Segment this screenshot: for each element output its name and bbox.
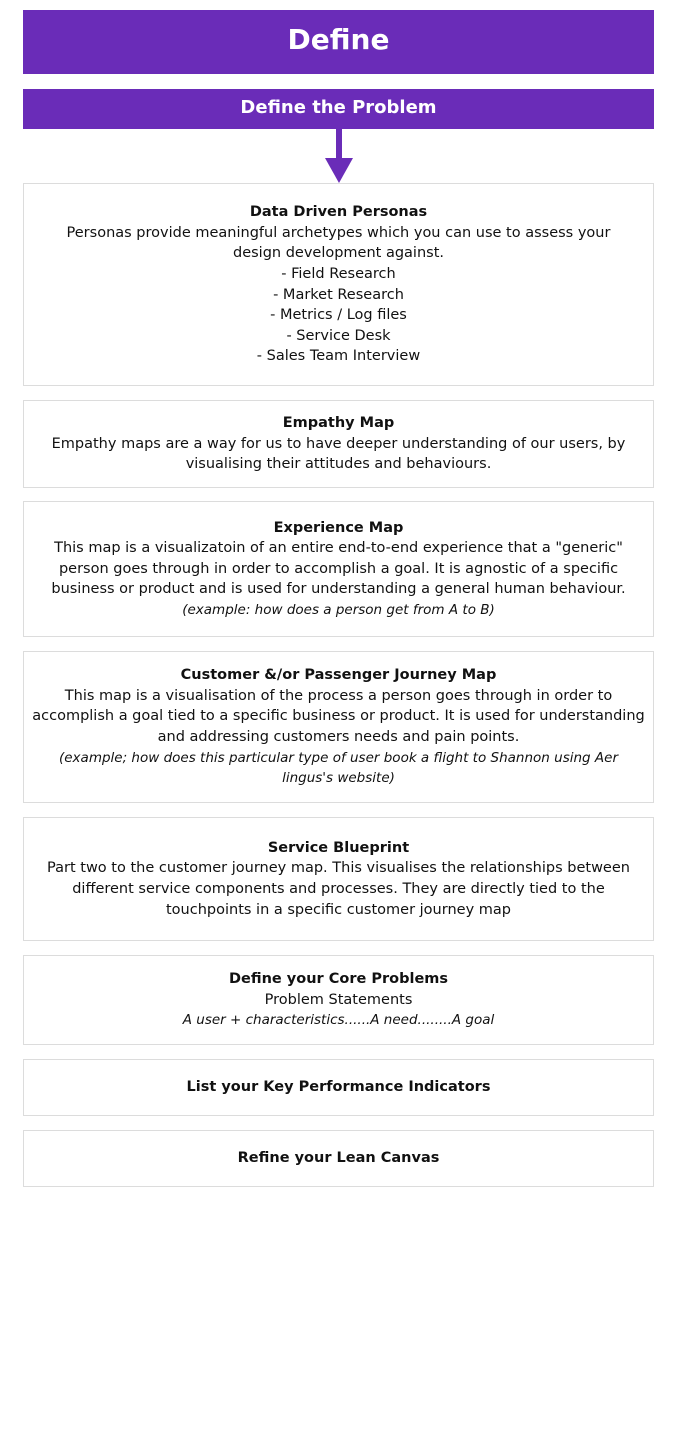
core-problems-title: Define your Core Problems xyxy=(228,971,449,988)
journey-map-body: This map is a visualisation of the process a person goes through in order to accomplish a goal tied to a specific business or product. It is used for understanding and addressing customers needs and pain points. xyxy=(32,687,645,745)
experience-map-example: (example: how does a person get from A to B) xyxy=(182,601,495,618)
empathy-map-body: Empathy maps are a way for us to have deeper understanding of our users, by visualising their attitudes and behaviours. xyxy=(51,435,626,473)
experience-map-body: This map is a visualizatoin of an entire end-to-end experience that a "generic" person goes through in order to accomplish a goal. It is agnostic of a specific business or product and is used for understanding a general human behaviour. xyxy=(51,540,626,598)
kpi-title: List your Key Performance Indicators xyxy=(186,1079,491,1096)
personas-item: - Field Research xyxy=(281,265,396,282)
journey-map-title: Customer &/or Passenger Journey Map xyxy=(180,667,497,684)
service-blueprint-title: Service Blueprint xyxy=(267,839,410,856)
service-blueprint-body: Part two to the customer journey map. This visualises the relationships between different service components and processes. They are directly tied to the touchpoints in a specific customer journey map xyxy=(47,860,630,918)
personas-item: - Market Research xyxy=(273,286,404,303)
kpi-card xyxy=(23,1059,654,1116)
personas-item: - Sales Team Interview xyxy=(256,348,421,365)
lean-canvas-title: Refine your Lean Canvas xyxy=(237,1150,440,1167)
personas-item: - Metrics / Log files xyxy=(270,307,407,324)
core-problems-formula: A user + characteristics......A need........A goal xyxy=(182,1012,495,1029)
journey-map-card xyxy=(23,651,654,803)
experience-map-title: Experience Map xyxy=(273,519,404,536)
section-subtitle: Define the Problem xyxy=(23,89,654,129)
journey-map-example: (example; how does this particular type of user book a flight to Shannon using Aer lingus's website) xyxy=(58,749,618,787)
down-arrow-icon xyxy=(322,128,356,184)
service-blueprint-card xyxy=(23,817,654,941)
lean-canvas-card xyxy=(23,1130,654,1187)
core-problems-subtitle: Problem Statements xyxy=(264,991,413,1008)
page-title: Define xyxy=(23,10,654,74)
personas-card xyxy=(23,183,654,386)
personas-body: Personas provide meaningful archetypes which you can use to assess your design development against. xyxy=(66,224,611,262)
personas-item: - Service Desk xyxy=(286,327,391,344)
experience-map-card xyxy=(23,501,654,637)
empathy-map-title: Empathy Map xyxy=(282,415,395,432)
personas-title: Data Driven Personas xyxy=(249,204,428,221)
core-problems-card xyxy=(23,955,654,1045)
empathy-map-card xyxy=(23,400,654,488)
